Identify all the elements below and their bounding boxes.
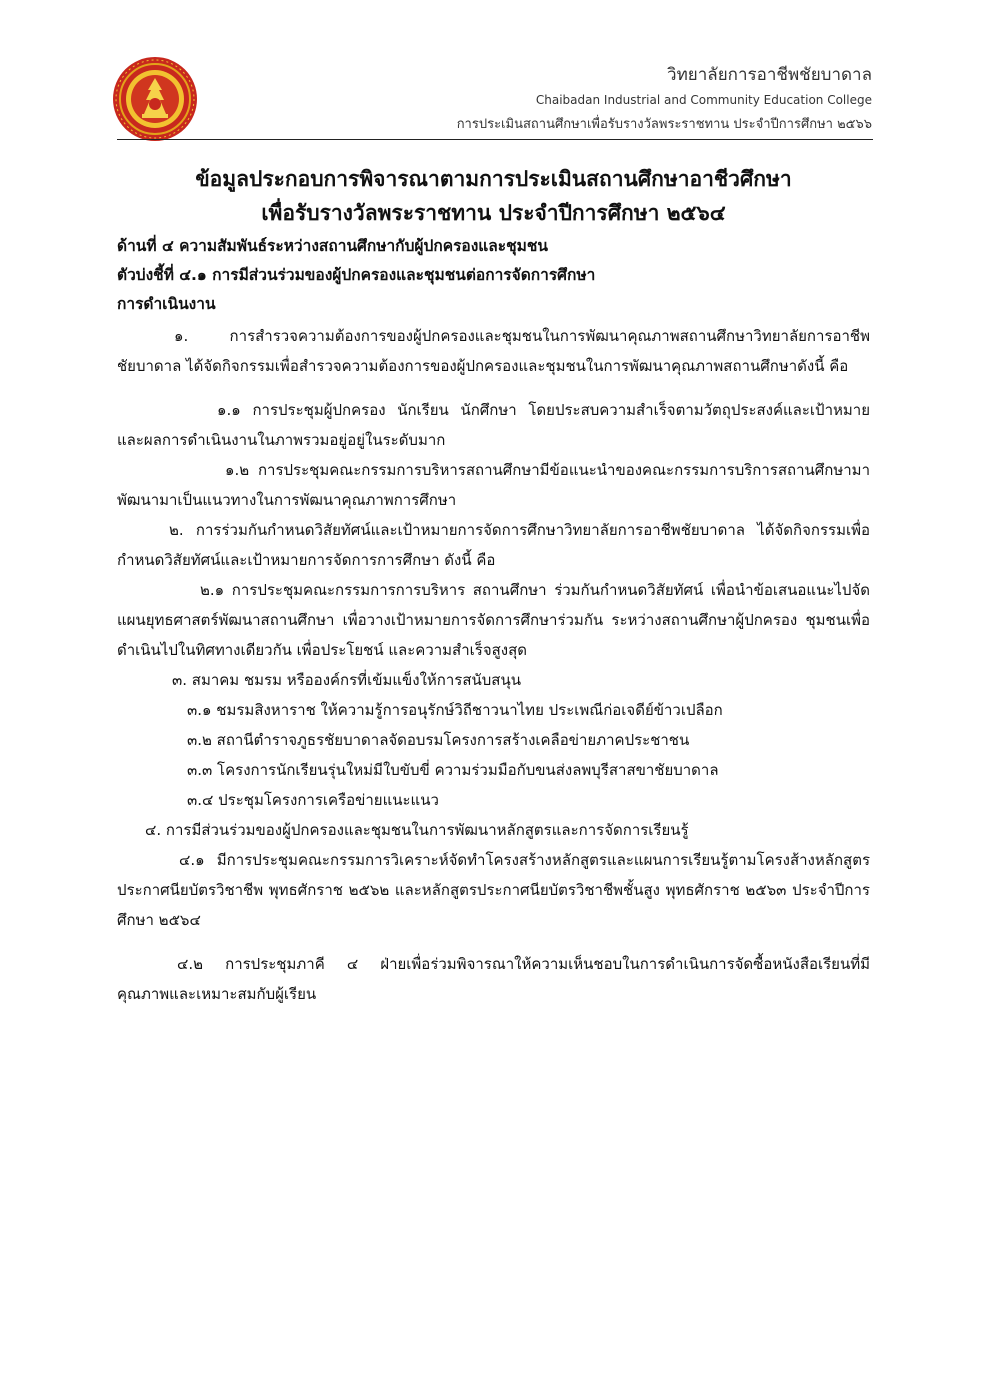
paragraph-1-1: ๑.๑ การประชุมผู้ปกครอง นักเรียน นักศึกษา โดยประสบความสำเร็จตามวัตถุประสงค์และเป้าหมาย และผลการดำเนินงานในภาพรวมอยู่อยู่ในระดับมาก bbox=[117, 401, 870, 449]
document-title-line-2: เพื่อรับรางวัลพระราชทาน ประจำปีการศึกษา ๒๕๖๔ bbox=[261, 201, 726, 225]
paragraph-3-4: ๓.๔ ประชุมโครงการเครือข่ายแนะแนว bbox=[187, 791, 439, 809]
paragraph-3-1: ๓.๑ ชมรมสิงหาราช ให้ความรู้การอนุรักษ์วิถีชาวนาไทย ประเพณีก่อเจดีย์ข้าวเปลือก bbox=[187, 701, 723, 719]
college-name-english: Chaibadan Industrial and Community Education College bbox=[535, 93, 872, 107]
operation-heading: การดำเนินงาน bbox=[117, 295, 216, 313]
document-body bbox=[117, 162, 870, 1009]
paragraph-4: ๔. การมีส่วนร่วมของผู้ปกครองและชุมชนในการพัฒนาหลักสูตรและการจัดการเรียนรู้ bbox=[145, 821, 689, 839]
college-seal-icon bbox=[112, 56, 198, 142]
paragraph-2-1: ๒.๑ การประชุมคณะกรรมการการบริหาร สถานศึกษา ร่วมกันกำหนดวิสัยทัศน์ เพื่อนำข้อเสนอแนะไปจัดแผนยุทธศาสตร์พัฒนาสถานศึกษา เพื่อวางเป้าหมายการจัดการศึกษาร่วมกัน ระหว่างสถานศึกษาผู้ปกครอง ชุมชนเพื่อดำเนินไปในทิศทางเดียวกัน เพื่อประโยชน์ และความสำเร็จสูงสุด bbox=[117, 581, 870, 659]
evaluation-caption: การประเมินสถานศึกษาเพื่อรับรางวัลพระราชทาน ประจำปีการศึกษา ๒๕๖๖ bbox=[456, 117, 872, 132]
paragraph-4-2: ๔.๒ การประชุมภาคี ๔ ฝ่ายเพื่อร่วมพิจารณาให้ความเห็นชอบในการดำเนินการจัดซื้อหนังสือเรียนที่มีคุณภาพและเหมาะสมกับผู้เรียน bbox=[117, 955, 870, 1003]
paragraph-3-2: ๓.๒ สถานีตำราจภูธรชัยบาดาลจัดอบรมโครงการสร้างเคลือข่ายภาคประชาชน bbox=[187, 731, 690, 749]
header-divider bbox=[117, 139, 873, 140]
paragraph-3-3: ๓.๓ โครงการนักเรียนรุ่นใหม่มีใบขับขี่ ความร่วมมือกับขนส่งลพบุรีสาสขาชัยบาดาล bbox=[187, 761, 719, 779]
paragraph-1-2: ๑.๒ การประชุมคณะกรรมการบริหารสถานศึกษามีข้อแนะนำของคณะกรรมการบริการสถานศึกษามาพัฒนามาเป็นแนวทางในการพัฒนาคุณภาพการศึกษา bbox=[117, 461, 870, 509]
college-name-thai: วิทยาลัยการอาชีพชัยบาดาล bbox=[667, 65, 872, 85]
paragraph-4-1: ๔.๑ มีการประชุมคณะกรรมการวิเคราะห์จัดทำโครงสร้างหลักสูตรและแผนการเรียนรู้ตามโครงส้างหลักสูตรประกาศนียบัตรวิชาชีพ พุทธศักราช ๒๕๖๒ และหลักสูตรประกาศนียบัตรวิชาชีพชั้นสูง พุทธศักราช ๒๕๖๓ ประจำปีการศึกษา ๒๕๖๔ bbox=[117, 851, 870, 929]
paragraph-2: ๒. การร่วมกันกำหนดวิสัยทัศน์และเป้าหมายการจัดการศึกษาวิทยาลัยการอาชีพชัยบาดาล ได้จัดกิจกรรมเพื่อกำหนดวิสัยทัศน์และเป้าหมายการจัดการการศึกษา ดังนี้ คือ bbox=[117, 521, 870, 569]
paragraph-1: ๑. การสำรวจความต้องการของผู้ปกครองและชุมชนในการพัฒนาคุณภาพสถานศึกษาวิทยาลัยการอาชีพชัยบาดาล ได้จัดกิจกรรมเพื่อสำรวจความต้องการของผู้ปกครองและชุมชนในการพัฒนาคุณภาพสถานศึกษาดังนี้ คือ bbox=[117, 327, 870, 375]
indicator-heading: ตัวบ่งชี้ที่ ๔.๑ การมีส่วนร่วมของผู้ปกครองและชุมชนต่อการจัดการศึกษา bbox=[117, 266, 596, 284]
paragraph-3: ๓. สมาคม ชมรม หรือองค์กรที่เข้มแข็งให้การสนับสนุน bbox=[172, 671, 521, 689]
page-header bbox=[457, 64, 872, 134]
document-title-line-1: ข้อมูลประกอบการพิจารณาตามการประเมินสถานศึกษาอาชีวศึกษา bbox=[195, 167, 792, 191]
aspect-heading: ด้านที่ ๔ ความสัมพันธ์ระหว่างสถานศึกษากับผู้ปกครองและชุมชน bbox=[117, 237, 548, 255]
